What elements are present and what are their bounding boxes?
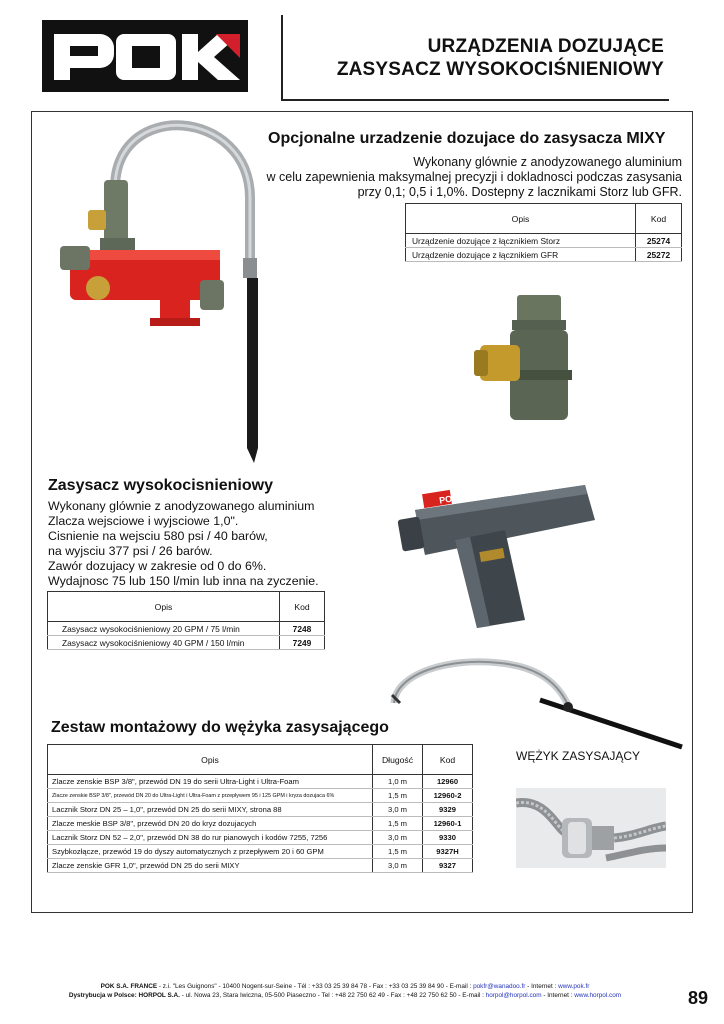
footer-sep: - Internet : [541, 992, 575, 999]
table-cell-kod: 25272 [636, 248, 682, 262]
page-title [337, 35, 664, 81]
header-divider-horizontal [281, 99, 669, 101]
footer-line-poland [30, 991, 660, 1000]
zasysacz-description [48, 499, 319, 589]
mixy-fitting-image [472, 290, 582, 430]
col-dlugosc: Długość [373, 745, 423, 775]
table-cell-kod: 12960-2 [423, 789, 473, 803]
table-cell-dlugosc: 3,0 m [373, 803, 423, 817]
footer-web-fr-link[interactable]: www.pok.fr [558, 983, 590, 990]
dosing-device-red-image [60, 118, 270, 478]
table-row [406, 234, 682, 248]
table-header-row [406, 204, 682, 234]
table-cell-kod: 7248 [280, 622, 325, 636]
table-header-row [48, 592, 325, 622]
table-cell-dlugosc: 3,0 m [373, 859, 423, 873]
table-row [48, 845, 473, 859]
zasysacz-desc-line: Zlacza wejsciowe i wyjsciowe 1,0". [48, 514, 239, 528]
table-row [48, 636, 325, 650]
pok-logo [42, 20, 248, 92]
table-cell-opis: Zlacze zenskie BSP 3/8", przewód DN 19 do serii Ultra-Light i Ultra-Foam [48, 775, 373, 789]
table-cell-dlugosc: 1,5 m [373, 789, 423, 803]
suction-hose-image [390, 655, 690, 755]
table-row [48, 775, 473, 789]
table-cell-opis: Szybkozłącze, przewód 19 do dyszy automatycznych z przepływem 20 i 60 GPM [48, 845, 373, 859]
mixy-heading: Opcjonalne urzadzenie dozujace do zasysacza MIXY [268, 130, 666, 147]
table-cell-opis: Zasysacz wysokociśnieniowy 20 GPM / 75 l/min [48, 622, 280, 636]
col-opis: Opis [48, 592, 280, 622]
table-cell-kod: 25274 [636, 234, 682, 248]
zasysacz-desc-line: na wyjsciu 377 psi / 26 barów. [48, 544, 213, 558]
col-kod: Kod [636, 204, 682, 234]
zasysacz-heading: Zasysacz wysokocisnieniowy [48, 477, 273, 494]
table-row [48, 817, 473, 831]
footer-company-fr: POK S.A. FRANCE [100, 983, 158, 990]
table-cell-opis: Zasysacz wysokociśnieniowy 40 GPM / 150 l/min [48, 636, 280, 650]
braided-hose-image [516, 788, 666, 868]
table-cell-kod: 9327 [423, 859, 473, 873]
table-header-row [48, 745, 473, 775]
table-cell-kod: 12960-1 [423, 817, 473, 831]
footer-email-fr-link[interactable]: pokfr@wanadoo.fr [473, 983, 526, 990]
table-row [406, 248, 682, 262]
page-title-line2: ZASYSACZ WYSOKOCIŚNIENIOWY [336, 59, 664, 80]
table-cell-dlugosc: 1,0 m [373, 775, 423, 789]
table-cell-opis: Zlacze zenskie GFR 1,0", przewód DN 25 do serii MIXY [48, 859, 373, 873]
footer-company-pl: Dystrybucja w Polsce: HORPOL S.A. [68, 992, 180, 999]
footer-line-france [30, 982, 660, 991]
table-row [48, 789, 473, 803]
page-number: 89 [687, 988, 708, 1008]
table-cell-dlugosc: 1,5 m [373, 817, 423, 831]
zasysacz-desc-line: Wykonany glównie z anodyzowanego aluminium [48, 499, 315, 513]
table-row [48, 859, 473, 873]
table-cell-opis: Urządzenie dozujące z łącznikiem Storz [406, 234, 636, 248]
col-opis: Opis [48, 745, 373, 775]
zasysacz-desc-line: Wydajnosc 75 lub 150 l/min lub inna na zyczenie. [48, 574, 319, 588]
table-row [48, 803, 473, 817]
header-divider-vertical [281, 15, 283, 101]
table-cell-opis: Lacznik Storz DN 52 – 2,0", przewód DN 38 do rur pianowych i kodów 7255, 7256 [48, 831, 373, 845]
table-cell-opis: Lacznik Storz DN 25 – 1,0", przewód DN 25 do serii MIXY, strona 88 [48, 803, 373, 817]
zestaw-code-table [47, 744, 473, 873]
svg-text:POK: POK [438, 492, 460, 506]
col-kod: Kod [423, 745, 473, 775]
table-cell-kod: 12960 [423, 775, 473, 789]
table-cell-kod: 7249 [280, 636, 325, 650]
mixy-desc-line: Wykonany glównie z anodyzowanego aluminium [413, 155, 682, 169]
table-cell-opis: Zlacze zenskie BSP 3/8", przewód DN 20 do Ultra-Light i Ultra-Foam z przepływem 95 i 125 GPM i kryza dozujaca 6% [48, 789, 373, 803]
mixy-desc-line: w celu zapewnienia maksymalnej precyzji i dokladnosci podczas zasysania [266, 170, 682, 184]
table-row [48, 622, 325, 636]
eductor-image [395, 480, 605, 630]
zasysacz-desc-line: Zawór dozujacy w zakresie od 0 do 6%. [48, 559, 267, 573]
table-cell-kod: 9329 [423, 803, 473, 817]
footer-email-pl-link[interactable]: horpol@horpol.com [485, 992, 542, 999]
table-cell-opis: Urządzenie dozujące z łącznikiem GFR [406, 248, 636, 262]
mixy-desc-line: przy 0,1; 0,5 i 1,0%. Dostepny z lacznikami Storz lub GFR. [357, 185, 682, 199]
footer-address-pl: - ul. Nowa 23, Stara Iwiczna, 05-500 Piaseczno - Tel : +48 22 750 62 49 - Fax : +48 22 750 62 50 - E-mail : [179, 992, 486, 999]
col-kod: Kod [280, 592, 325, 622]
footer-web-pl-link[interactable]: www.horpol.com [574, 992, 622, 999]
table-cell-dlugosc: 1,5 m [373, 845, 423, 859]
hose-label: WĘŻYK ZASYSAJĄCY [516, 749, 641, 763]
zasysacz-code-table [47, 591, 325, 650]
page-title-line1: URZĄDZENIA DOZUJĄCE [427, 36, 664, 57]
table-cell-kod: 9330 [423, 831, 473, 845]
table-row [48, 831, 473, 845]
footer-sep: - Internet : [525, 983, 559, 990]
col-opis: Opis [406, 204, 636, 234]
footer-address-fr: - z.i. "Les Guignons" - 10400 Nogent-sur-Seine - Tél : +33 03 25 39 84 78 - Fax : +33 03 25 39 84 90 - E-mail : [157, 983, 474, 990]
mixy-description [267, 155, 682, 200]
table-cell-opis: Zlacze meskie BSP 3/8", przewód DN 20 do kryz dozujacych [48, 817, 373, 831]
zestaw-heading: Zestaw montażowy do wężyka zasysającego [51, 719, 389, 736]
mixy-code-table [405, 203, 682, 262]
table-cell-kod: 9327H [423, 845, 473, 859]
zasysacz-desc-line: Cisnienie na wejsciu 580 psi / 40 barów, [48, 529, 268, 543]
page-footer [30, 982, 660, 1000]
table-cell-dlugosc: 3,0 m [373, 831, 423, 845]
